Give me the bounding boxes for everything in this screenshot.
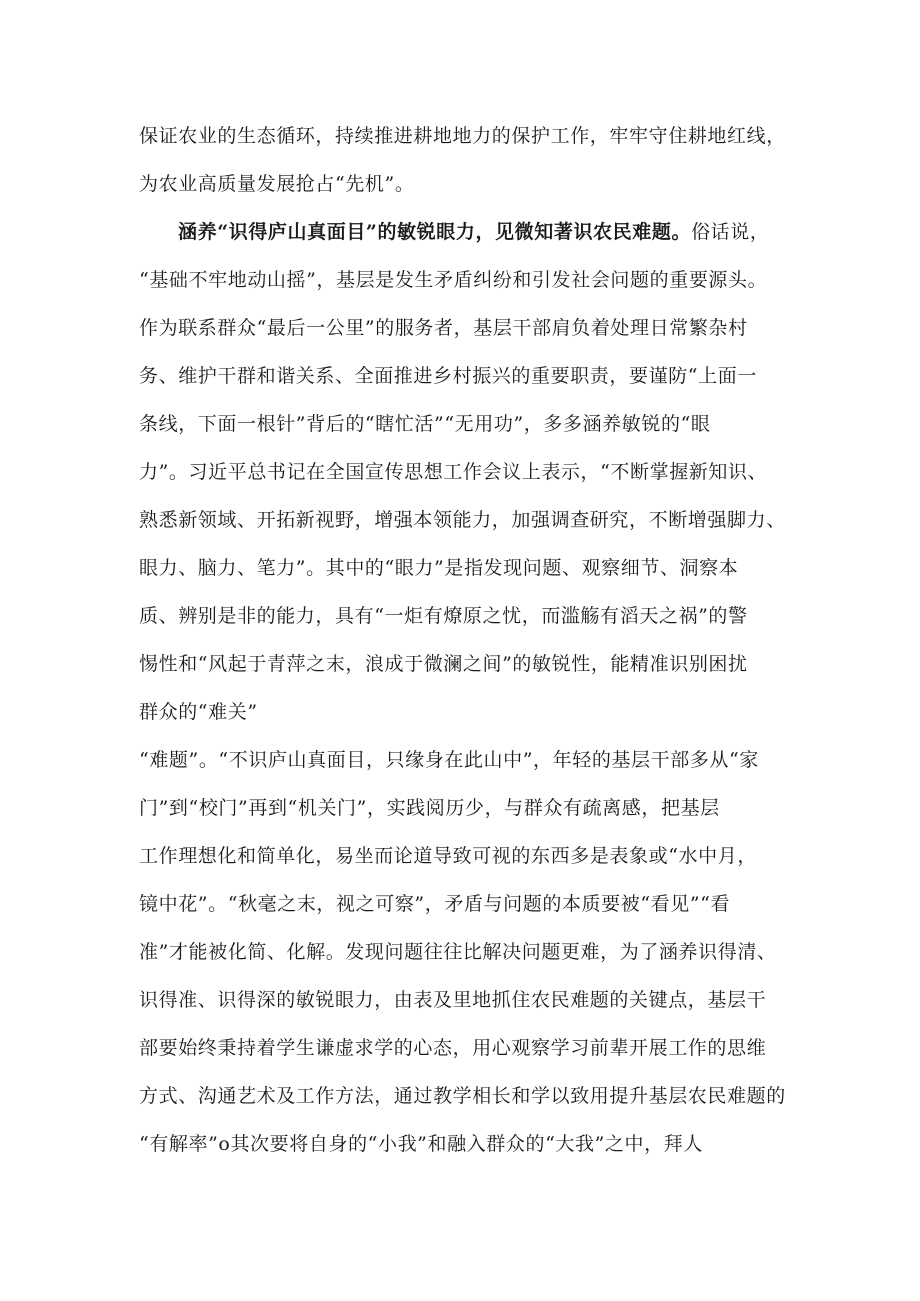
text-line: 作为联系群众“最后一公里”的服务者，基层干部肩负着处理日常繁杂村 [139,317,748,339]
text-line: “有解率”o其次要将自身的“小我”和融入群众的“大我”之中，拜人 [139,1133,703,1155]
text-line: 力”。习近平总书记在全国宣传思想工作会议上表示，“不断掌握新知识、 [139,461,768,483]
text-line: 镜中花”。“秋毫之末，视之可察”，矛盾与问题的本质要被“看见”“看 [139,893,731,915]
text-line: 质、辨别是非的能力，具有“一炬有燎原之忧，而滥觞有滔天之祸”的警 [139,605,748,627]
text-line: 准”才能被化简、化解。发现问题往往比解决问题更难，为了涵养识得清、 [139,941,777,963]
text-line: 方式、沟通艺术及工作方法，通过教学相长和学以致用提升基层农民难题的 [139,1085,786,1107]
text-line: 群众的“难关” [139,701,258,723]
text-line: 门”到“校门”再到“机关门”，实践阅历少，与群众有疏离感，把基层 [139,797,720,819]
text-line: “基础不牢地动山摇”，基层是发生矛盾纠纷和引发社会问题的重要源头。 [139,269,768,291]
text-line: 熟悉新领域、开拓新视野，增强本领能力，加强调查研究，不断增强脚力、 [139,509,786,531]
section-heading-line [178,220,799,244]
text-line: 惕性和“风起于青萍之末，浪成于微澜之间”的敏锐性，能精准识别困扰 [139,653,748,675]
text-line: 为农业高质量发展抢占“先机”。 [139,173,415,195]
text-line: 识得准、识得深的敏锐眼力，由表及里地抓住农民难题的关键点，基层干 [139,989,767,1011]
text-line: 工作理想化和简单化，易坐而论道导致可视的东西多是表象或“水中月， [139,845,757,867]
text-line: 部要始终秉持着学生谦虚求学的心态，用心观察学习前辈开展工作的思维 [139,1037,767,1059]
text-line: 条线，下面一根针”背后的“瞎忙活”“无用功”，多多涵养敏锐的“眼 [139,413,711,435]
text-line: 眼力、脑力、笔力”。其中的“眼力”是指发现问题、观察细节、洞察本 [139,557,739,579]
text-line: “难题”。“不识庐山真面目，只缘身在此山中”，年轻的基层干部多从“家 [139,749,759,771]
text-line: 务、维护干群和谐关系、全面推进乡村振兴的重要职责，要谨防“上面一 [139,365,757,387]
section-heading: 涵养“识得庐山真面目”的敏锐眼力，见微知著识农民难题。 [178,221,692,243]
text-line: 保证农业的生态循环，持续推进耕地地力的保护工作，牢牢守住耕地红线， [139,125,786,147]
heading-continuation: 俗话说， [691,221,770,243]
